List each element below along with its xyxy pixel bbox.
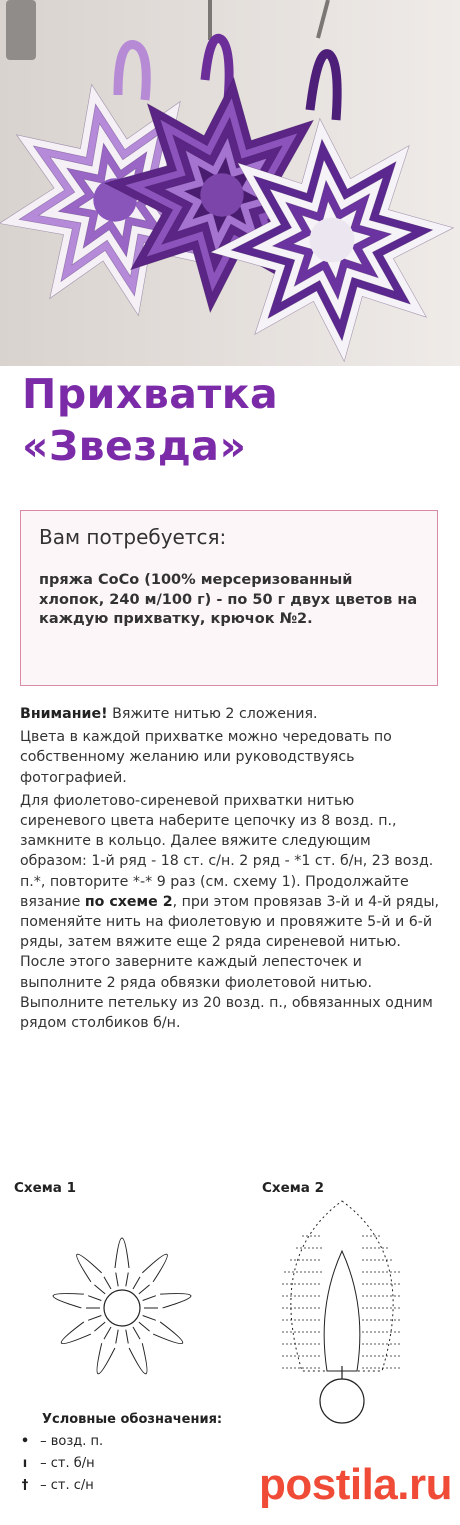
legend-dc-text: – ст. с/н [36,1478,94,1493]
attention-label: Внимание! [20,706,108,722]
method-scheme-ref: по схеме 2 [84,893,173,910]
scheme-1-label: Схема 1 [14,1180,77,1196]
double-crochet-icon: † [21,1478,29,1493]
page-title [22,368,442,472]
single-crochet-icon: ı [22,1456,28,1471]
legend-item-chain [14,1434,103,1452]
colors-paragraph: Цвета в каждой прихватке можно чередовать по собственному желанию или руководствуясь фотографией. [20,729,392,786]
method-text-b: , при этом провязав 3-й и 4-й ряды, поменяйте нить на фиолетовую и провяжите 5-й и 6-й ряды, затем вяжите еще 2 ряда сиреневой нитью. После этого заверните каждый лепесточек и выполните 2 ряда обвязки фиолетовой нитью. Выполните петельку из 20 возд. п., обвязанных одним рядом столбиков б/н. [20,893,440,1032]
chain-stitch-icon: • [20,1434,30,1449]
attention-paragraph [20,704,440,724]
scheme-1-diagram [14,1198,244,1418]
legend-sc-text: – ст. б/н [36,1456,95,1471]
method-text-a: Для фиолетово-сиреневой прихватки нитью сиреневого цвета наберите цепочку из 8 возд. п., замкните в кольцо. Далее вяжите следующим образом: 1-й ряд - 18 ст. с/н. 2 ряд - *1 ст. б/н, 23 возд. п.*, повторите *-* 9 раз (см. схему 1). Продолжайте вязание [20,792,434,910]
legend-title: Условные обозначения: [42,1412,223,1427]
watermark-text: postila [258,1460,398,1509]
potholders-illustration [0,0,460,366]
scheme-1-drawing [53,1238,191,1374]
materials-box [20,510,438,686]
postila-watermark [259,1460,452,1510]
hook-mount [6,0,36,60]
instructions [20,704,440,1036]
legend-item-dc [14,1478,94,1496]
scheme-2-diagram [262,1196,422,1436]
potholders-photo [0,0,460,366]
materials-heading: Вам потребуется: [39,525,227,549]
scheme-2-drawing [282,1201,402,1423]
materials-text: пряжа СоСо (100% мерсеризованный хлопок, 240 м/100 г) - по 50 г двух цветов на каждую прихватку, крючок №2. [39,572,418,627]
watermark-domain: .ru [397,1460,452,1509]
legend-item-sc [14,1456,95,1474]
attention-text: Вяжите нитью 2 сложения. [107,706,318,722]
title-line-2: «Звезда» [22,422,247,470]
title-line-1: Прихватка [22,370,279,418]
method-paragraph [20,791,440,1033]
legend-chain-text: – возд. п. [36,1434,104,1449]
scheme-2-label: Схема 2 [262,1180,325,1196]
